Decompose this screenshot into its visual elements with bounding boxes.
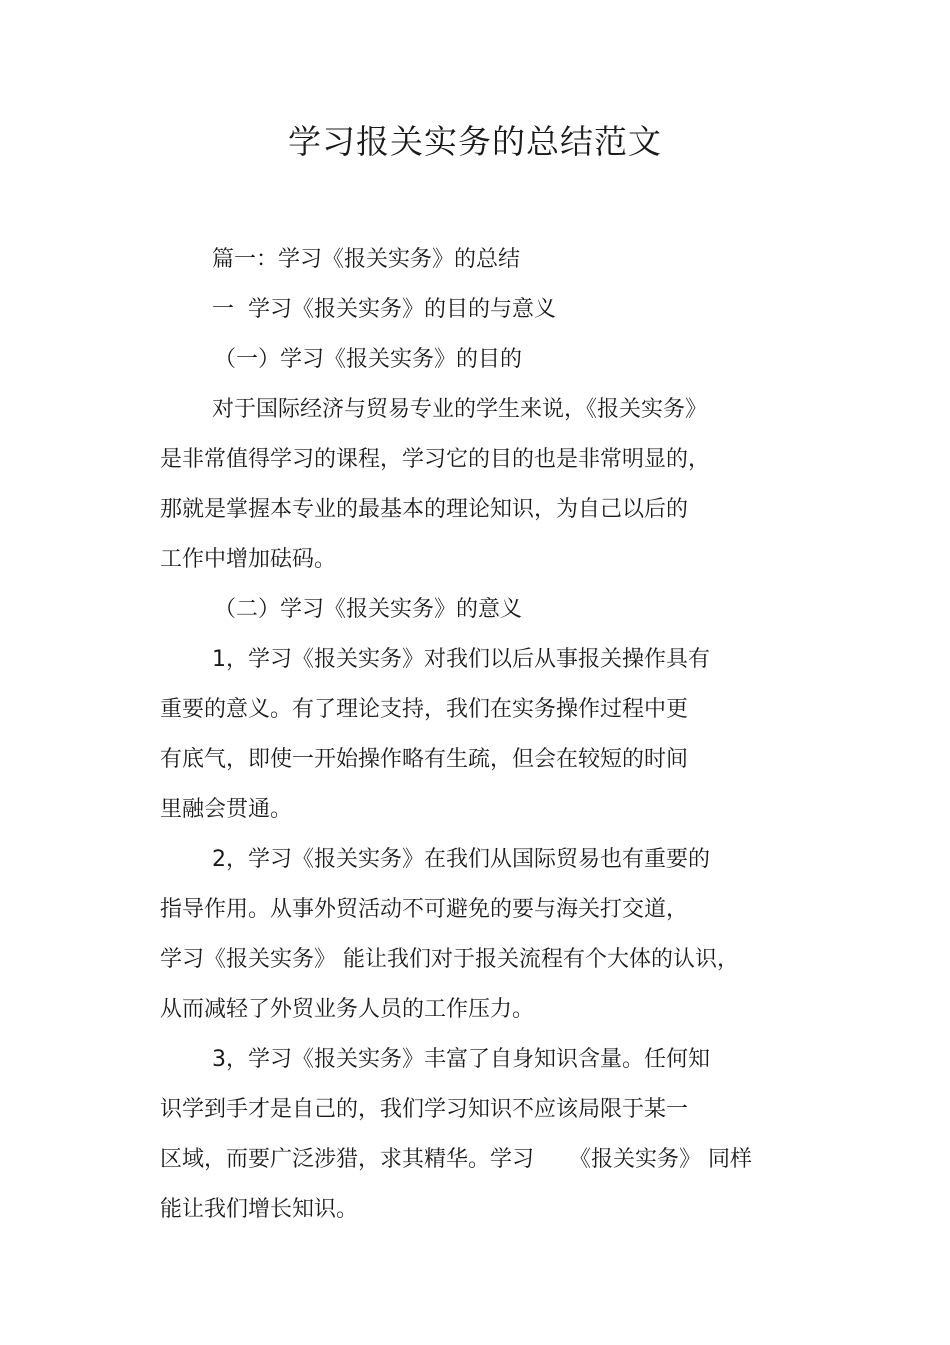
paragraph-line: 有底气，即使一开始操作略有生疏，但会在较短的时间 bbox=[160, 747, 689, 772]
paragraph-line: 从而减轻了外贸业务人员的工作压力。 bbox=[160, 997, 535, 1022]
paragraph-line: 对于国际经济与贸易专业的学生来说，《报关实务》 bbox=[212, 397, 708, 422]
paragraph-line: 是非常值得学习的课程，学习它的目的也是非常明显的， bbox=[160, 447, 711, 472]
paragraph-line: 区域，而要广泛涉猎，求其精华。学习 《报关实务》 同样 bbox=[160, 1147, 752, 1172]
paragraph-line: 2，学习《报关实务》在我们从国际贸易也有重要的 bbox=[212, 847, 710, 872]
paragraph-line: 那就是掌握本专业的最基本的理论知识，为自己以后的 bbox=[160, 497, 689, 522]
subsection-heading: 一 学习《报关实务》的目的与意义 bbox=[212, 297, 556, 322]
subsection-heading: （二）学习《报关实务》的意义 bbox=[214, 597, 523, 622]
paragraph-line: 识学到手才是自己的，我们学习知识不应该局限于某一 bbox=[160, 1097, 689, 1122]
section-heading: 篇一：学习《报关实务》的总结 bbox=[212, 247, 521, 272]
paragraph-line: 重要的意义。有了理论支持，我们在实务操作过程中更 bbox=[160, 697, 689, 722]
paragraph-line: 能让我们增长知识。 bbox=[160, 1197, 359, 1222]
document-title: 学习报关实务的总结范文 bbox=[288, 122, 662, 161]
paragraph-line: 指导作用。从事外贸活动不可避免的要与海关打交道， bbox=[160, 897, 689, 922]
paragraph-line: 1，学习《报关实务》对我们以后从事报关操作具有 bbox=[212, 647, 710, 672]
paragraph-line: 3，学习《报关实务》丰富了自身知识含量。任何知 bbox=[212, 1047, 710, 1072]
paragraph-line: 里融会贯通。 bbox=[160, 797, 293, 822]
paragraph-line: 工作中增加砝码。 bbox=[160, 547, 337, 572]
subsection-heading: （一）学习《报关实务》的目的 bbox=[214, 347, 523, 372]
paragraph-line: 学习《报关实务》 能让我们对于报关流程有个大体的认识， bbox=[160, 947, 739, 972]
